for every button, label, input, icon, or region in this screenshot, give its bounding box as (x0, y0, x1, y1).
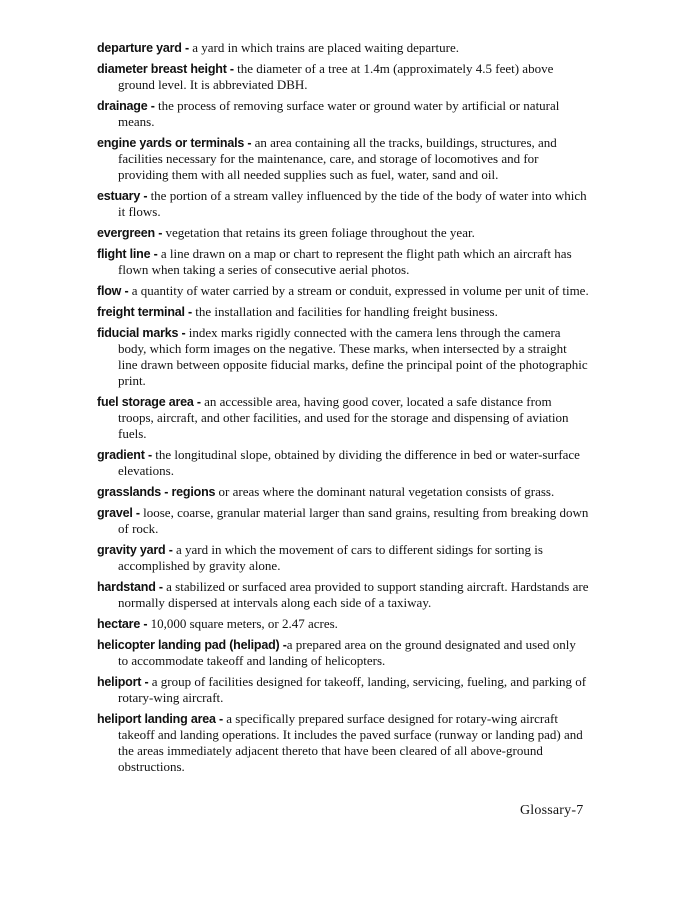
glossary-term: evergreen - (97, 226, 163, 240)
glossary-definition: the process of removing surface water or ground water by artificial or natural means. (118, 98, 560, 129)
glossary-term: flight line - (97, 247, 158, 261)
glossary-definition: 10,000 square meters, or 2.47 acres. (147, 616, 338, 631)
glossary-entry (97, 98, 589, 130)
glossary-definition: index marks rigidly connected with the camera lens through the camera body, which form images on the negative. These marks, when intersected by a straight line drawn between opposite fiducial marks, define the principal point of the photographic print. (118, 325, 588, 388)
glossary-definition: the diameter of a tree at 1.4m (approximately 4.5 feet) above ground level. It is abbreviated DBH. (118, 61, 554, 92)
glossary-term: helicopter landing pad (helipad) - (97, 638, 287, 652)
glossary-definition: the installation and facilities for handling freight business. (192, 304, 498, 319)
glossary-entry (97, 711, 589, 775)
glossary-term: engine yards or terminals - (97, 136, 252, 150)
glossary-definition: a line drawn on a map or chart to represent the flight path which an aircraft has flown when taking a series of consecutive aerial photos. (118, 246, 572, 277)
glossary-term: fiducial marks - (97, 326, 186, 340)
glossary-definition: a stabilized or surfaced area provided to support standing aircraft. Hardstands are normally dispersed at intervals along each side of a taxiway. (118, 579, 589, 610)
glossary-definition: a group of facilities designed for takeoff, landing, servicing, fueling, and parking of rotary-wing aircraft. (118, 674, 587, 705)
glossary-entry (97, 447, 589, 479)
glossary-entry (97, 40, 589, 56)
glossary-entry (97, 283, 589, 299)
glossary-term: drainage - (97, 99, 155, 113)
glossary-entry (97, 394, 589, 442)
glossary-definition: loose, coarse, granular material larger than sand grains, resulting from breaking down of rock. (118, 505, 589, 536)
glossary-entry (97, 484, 589, 500)
glossary-entry (97, 304, 589, 320)
glossary-definition: a quantity of water carried by a stream or conduit, expressed in volume per unit of time. (128, 283, 589, 298)
glossary-term: heliport landing area - (97, 712, 223, 726)
glossary-term: hectare - (97, 617, 148, 631)
glossary-definition: a yard in which the movement of cars to different sidings for sorting is accomplished by gravity alone. (118, 542, 543, 573)
glossary-definition: vegetation that retains its green foliage throughout the year. (162, 225, 475, 240)
glossary-definition: or areas where the dominant natural vegetation consists of grass. (215, 484, 555, 499)
glossary-term: fuel storage area - (97, 395, 201, 409)
glossary-entry (97, 61, 589, 93)
glossary-entry (97, 579, 589, 611)
glossary-term: grasslands - regions (97, 485, 216, 499)
glossary-term: gravel - (97, 506, 140, 520)
glossary-term: gravity yard - (97, 543, 173, 557)
glossary-entry (97, 505, 589, 537)
glossary-term: gradient - (97, 448, 152, 462)
glossary-list (97, 40, 589, 780)
glossary-entry (97, 674, 589, 706)
glossary-entry (97, 542, 589, 574)
glossary-definition: an area containing all the tracks, buildings, structures, and facilities necessary for the maintenance, care, and storage of locomotives and for providing them with all needed supplies such as fuel, water, sand and oil. (118, 135, 557, 182)
glossary-term: hardstand - (97, 580, 163, 594)
glossary-term: diameter breast height - (97, 62, 234, 76)
glossary-term: estuary - (97, 189, 148, 203)
glossary-definition: a yard in which trains are placed waiting departure. (188, 40, 459, 55)
glossary-entry (97, 616, 589, 632)
glossary-definition: an accessible area, having good cover, located a safe distance from troops, aircraft, and other facilities, and used for the storage and dispensing of aviation fuels. (118, 394, 569, 441)
glossary-definition: the longitudinal slope, obtained by dividing the difference in bed or water-surface elevations. (118, 447, 580, 478)
glossary-definition: a specifically prepared surface designed for rotary-wing aircraft takeoff and landing operations. It includes the paved surface (runway or landing pad) and the areas immediately adjacent thereto that have been cleared of all above-ground obstructions. (118, 711, 583, 774)
glossary-term: departure yard - (97, 41, 189, 55)
page-number: Glossary-7 (520, 803, 584, 818)
glossary-definition: a prepared area on the ground designated and used only to accommodate takeoff and landing of helicopters. (118, 637, 576, 668)
glossary-definition: the portion of a stream valley influenced by the tide of the body of water into which it flows. (118, 188, 587, 219)
glossary-entry (97, 246, 589, 278)
glossary-entry (97, 225, 589, 241)
glossary-term: heliport - (97, 675, 149, 689)
glossary-entry (97, 135, 589, 183)
glossary-term: freight terminal - (97, 305, 193, 319)
glossary-entry (97, 637, 589, 669)
glossary-term: flow - (97, 284, 129, 298)
glossary-entry (97, 325, 589, 389)
glossary-entry (97, 188, 589, 220)
